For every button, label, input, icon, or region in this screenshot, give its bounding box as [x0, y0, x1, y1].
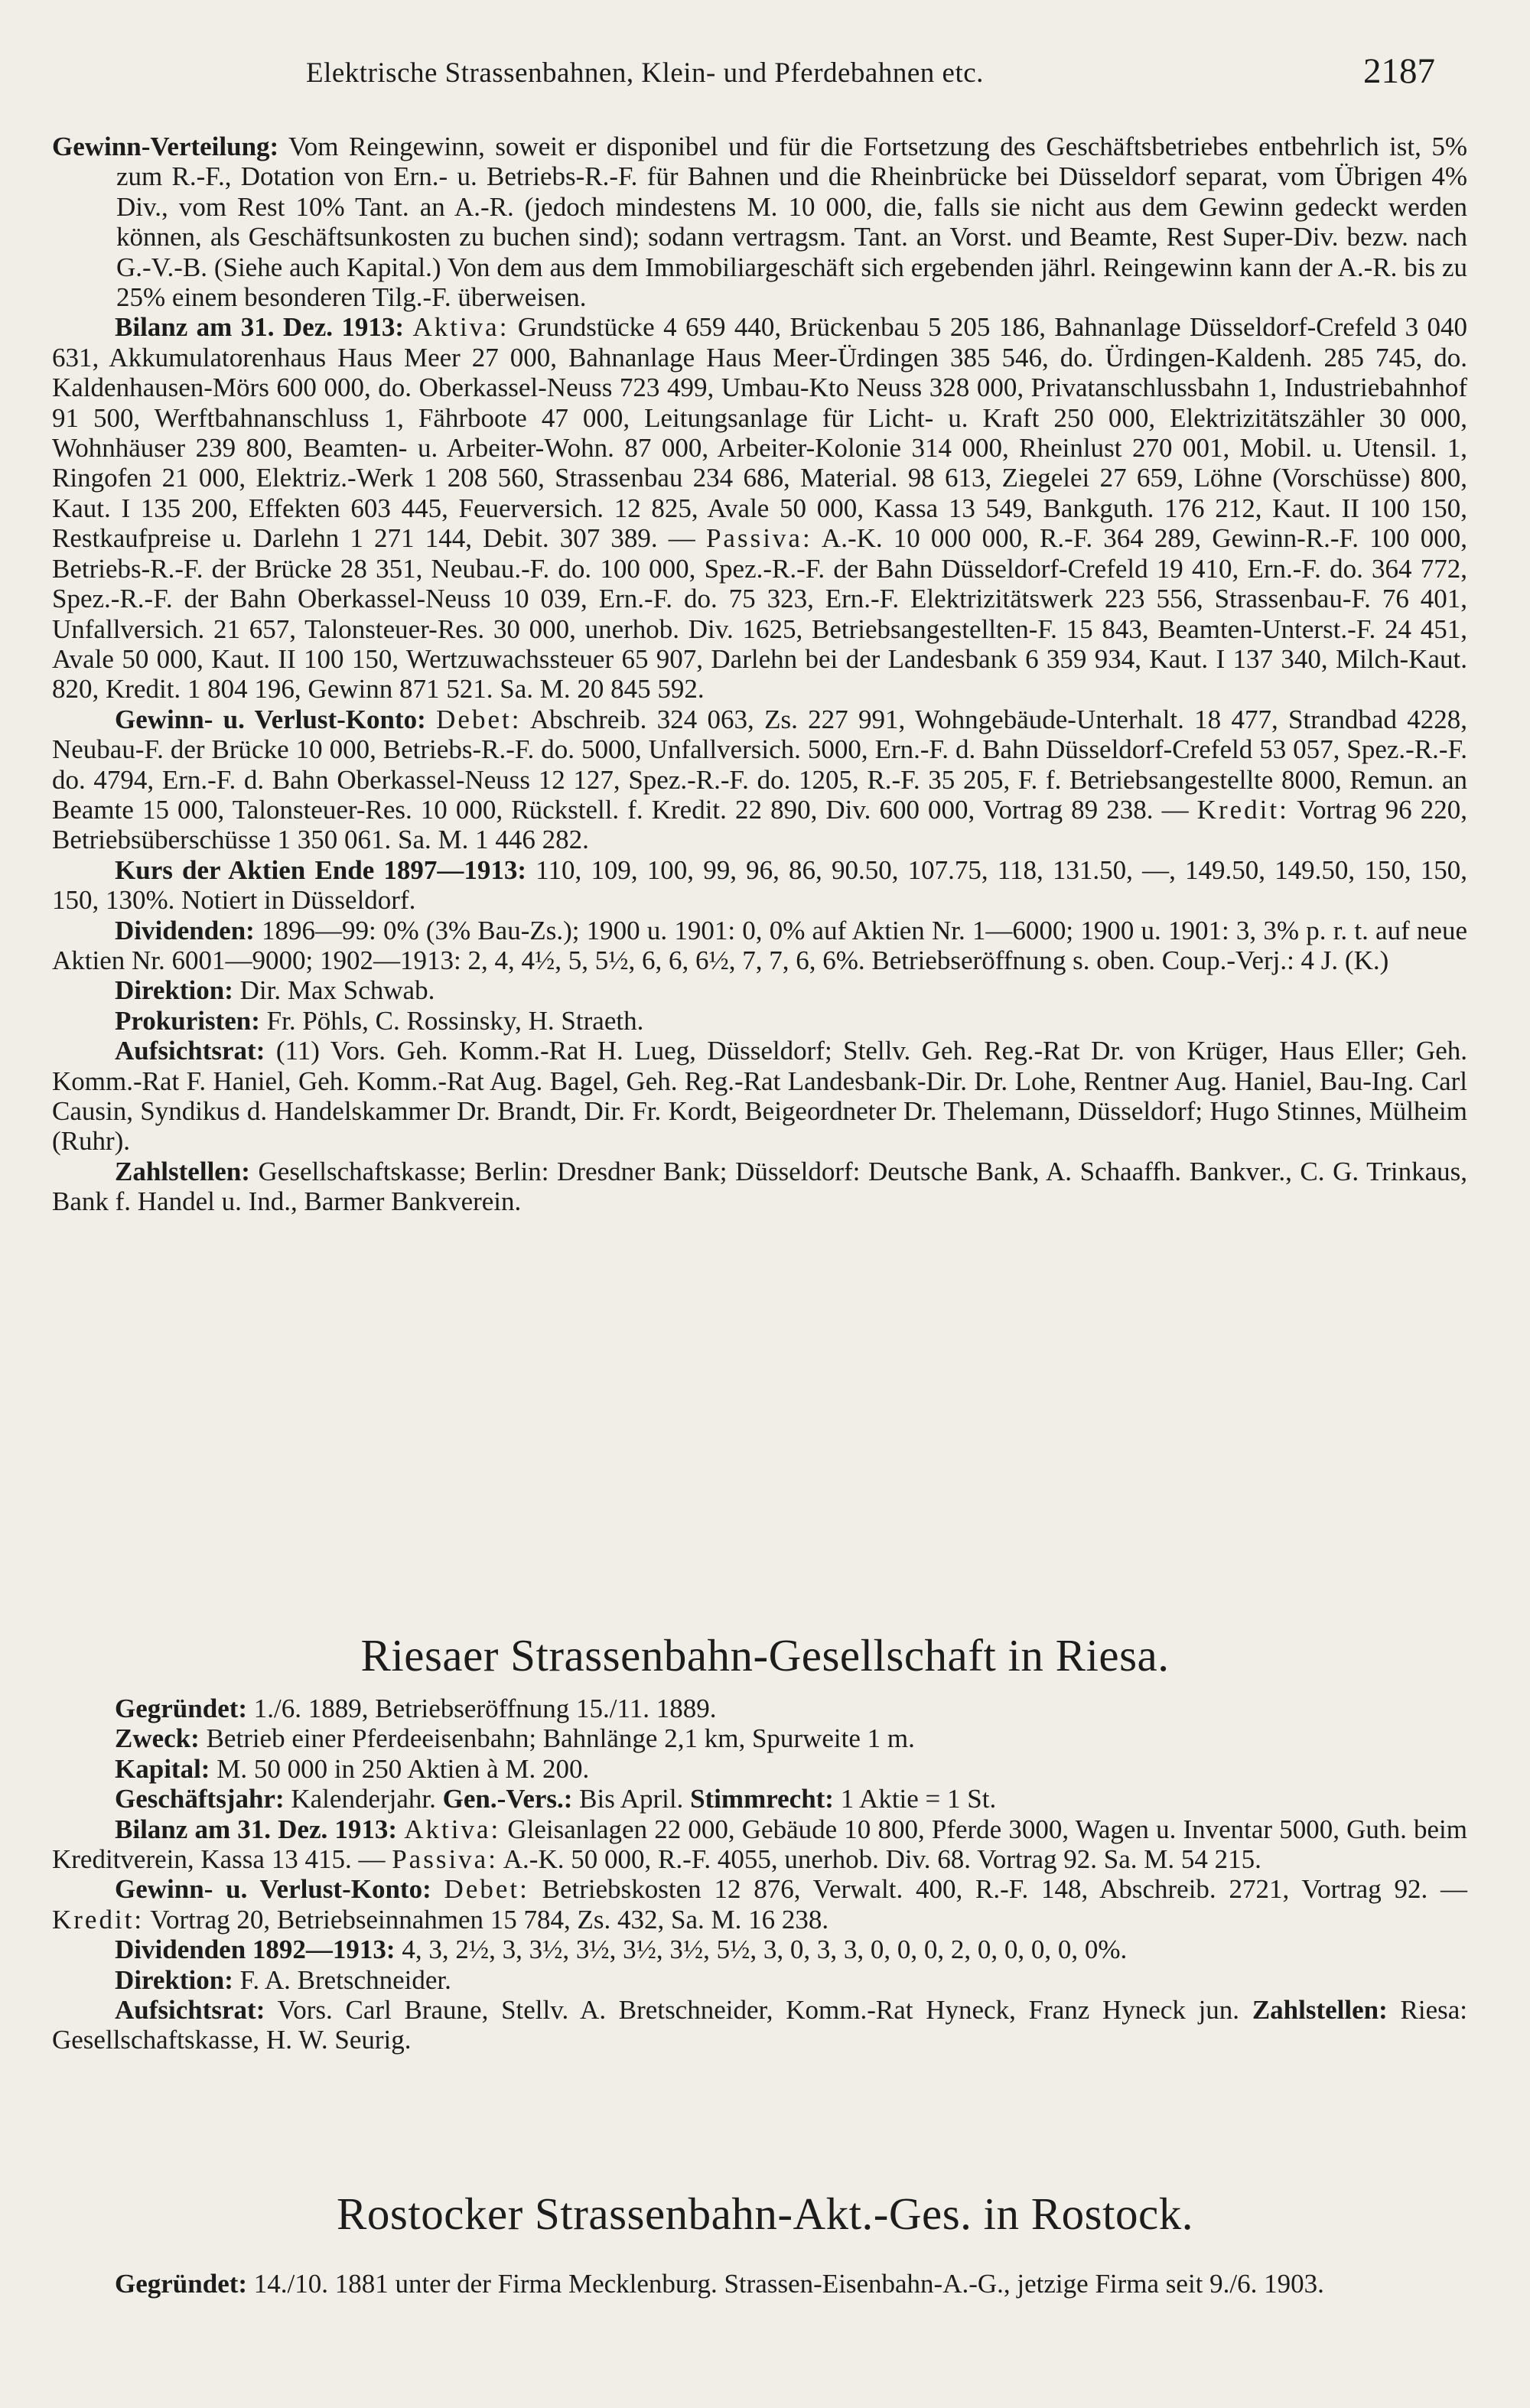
section-text: Dir. Max Schwab.: [239, 975, 435, 1006]
section-text: Betriebskosten 12 876, Verwalt. 400, R.-F. 148, Abschreib. 2721, Vortrag 92. —: [542, 1874, 1468, 1905]
section-key: Zweck:: [115, 1723, 200, 1754]
kurs-paragraph: [52, 855, 1467, 916]
section-text: (11) Vors. Geh. Komm.-Rat H. Lueg, Düsseldorf; Stellv. Geh. Reg.-Rat Dr. von Krüger, Haus Eller; Geh. Komm.-Rat F. Haniel, Geh. Komm.-Rat Aug. Bagel, Geh. Reg.-Rat Landesbank-Dir. Dr. Lohe, Rentner Aug. Haniel, Bau-Ing. Carl Causin, Syndikus d. Handelskammer Dr. Brandt, Dir. Fr. Kordt, Beigeordneter Dr. Thelemann, Düsseldorf; Hugo Stinnes, Mülheim (Ruhr).: [52, 1036, 1468, 1157]
section-text: Fr. Pöhls, C. Rossinsky, H. Straeth.: [266, 1005, 644, 1036]
section-key: Zahlstellen:: [115, 1156, 250, 1186]
kredit-label: Kredit:: [1196, 794, 1289, 825]
gewinn-verteilung-paragraph: [52, 132, 1467, 312]
page-header: [115, 50, 1435, 96]
section-key: Kurs der Aktien Ende 1897—1913:: [115, 854, 527, 885]
company-entry-riesa: [52, 1694, 1467, 2055]
aufsichtsrat-paragraph: [52, 1036, 1467, 1157]
dividenden-paragraph: [52, 916, 1467, 976]
section-text: Betrieb einer Pferdeeisenbahn; Bahnlänge 2,1 km, Spurweite 1 m.: [206, 1723, 915, 1754]
section-text: Vom Reingewinn, soweit er disponibel und für die Fortsetzung des Geschäftsbetriebes entbehrlich ist, 5% zum R.-F., Dotation von Ern.- u. Betriebs-R.-F. für Bahnen und die Rheinbrücke bei Düsseldorf separat, vom Übrigen 4% Div., vom Rest 10% Tant. an A.-R. (jedoch mindestens M. 10 000, die, falls sie nicht aus dem Gewinn gedeckt werden können, als Geschäftsunkosten zu buchen sind); sodann vertragsm. Tant. an Vorst. und Beamte, Rest Super-Div. bezw. nach G.-V.-B. (Siehe auch Kapital.) Von dem aus dem Immobiliargeschäft sich ergebenden jährl. Reingewinn kann der A.-R. bis zu 25% einem besonderen Tilg.-F. überweisen.: [116, 132, 1467, 313]
bilanz-paragraph: [52, 312, 1467, 704]
kredit-label: Kredit:: [52, 1904, 145, 1935]
section-text: 110, 109, 100, 99, 96, 86, 90.50, 107.75, 118, 131.50, —, 149.50, 149.50, 150, 150, 150, 130%. Notiert in Düsseldorf.: [52, 854, 1468, 916]
section-key: Direktion:: [115, 1964, 233, 1995]
debet-label: Debet:: [436, 704, 522, 734]
direktion-paragraph: [52, 1965, 1467, 1995]
section-text: A.-K. 10 000 000, R.-F. 364 289, Gewinn-R.-F. 100 000, Betriebs-R.-F. der Brücke 28 351, Neubau.-F. do. 100 000, Spez.-R.-F. der Bahn Düsseldorf-Crefeld 19 410, Ern.-F. do. 364 772, Spez.-R.-F. der Bahn Oberkassel-Neuss 10 039, Ern.-F. do. 75 323, Ern.-F. Elektrizitätswerk 223 556, Strassenbau-F. 76 401, Unfallversich. 21 657, Talonsteuer-Res. 30 000, unerhob. Div. 1625, Betriebsangestellten-F. 15 843, Beamten-Unterst.-F. 24 451, Avale 50 000, Kaut. II 100 150, Wertzuwachssteuer 65 907, Darlehn bei der Landesbank 6 359 934, Kaut. I 137 340, Milch-Kaut. 820, Kredit. 1 804 196, Gewinn 871 521. Sa. M. 20 845 592.: [52, 523, 1468, 705]
aktiva-label: Aktiva:: [404, 1814, 501, 1844]
section-text: Kalenderjahr.: [291, 1784, 436, 1814]
section-text: A.-K. 50 000, R.-F. 4055, unerhob. Div. 68. Vortrag 92. Sa. M. 54 215.: [503, 1844, 1261, 1875]
gegruendet-paragraph: [52, 2269, 1467, 2299]
section-key: Aufsichtsrat:: [115, 1036, 265, 1066]
company-title-rostock: Rostocker Strassenbahn-Akt.-Ges. in Rostock.: [337, 2188, 1193, 2239]
section-text: Gleisanlagen 22 000, Gebäude 10 800, Pferde 3000, Wagen u. Inventar 5000, Guth. beim Kreditverein, Kassa 13 415. —: [52, 1814, 1468, 1875]
zweck-paragraph: [52, 1723, 1467, 1753]
passiva-label: Passiva:: [705, 523, 812, 554]
company-entry-continued: [52, 132, 1467, 1217]
section-key: Gegründet:: [115, 1694, 248, 1723]
section-key: Prokuristen:: [115, 1005, 260, 1036]
section-text: 1 Aktie = 1 St.: [840, 1784, 997, 1814]
kapital-paragraph: [52, 1754, 1467, 1784]
section-key: Dividenden 1892—1913:: [115, 1935, 396, 1965]
dividenden-paragraph: [52, 1935, 1467, 1964]
section-key: Kapital:: [115, 1753, 210, 1784]
section-key: Gewinn- u. Verlust-Konto:: [115, 704, 426, 734]
section-text: 1./6. 1889, Betriebseröffnung 15./11. 1889.: [253, 1694, 717, 1723]
section-key: Dividenden:: [115, 915, 255, 945]
section-key: Bilanz am 31. Dez. 1913:: [115, 312, 405, 343]
section-key: Geschäftsjahr:: [115, 1784, 285, 1814]
section-text: F. A. Bretschneider.: [239, 1964, 451, 1995]
section-text: Abschreib. 324 063, Zs. 227 991, Wohngebäude-Unterhalt. 18 477, Strandbad 4228, Neubau-F. der Brücke 10 000, Betriebs-R.-F. do. 5000, Unfallversich. 5000, Ern.-F. d. Bahn Düsseldorf-Crefeld 53 057, Spez.-R.-F. do. 4794, Ern.-F. d. Bahn Oberkassel-Neuss 12 127, Spez.-R.-F. do. 1205, R.-F. 35 205, F. f. Betriebsangestellte 8000, Remun. an Beamte 15 000, Talonsteuer-Res. 10 000, Rückstell. f. Kredit. 22 890, Div. 600 000, Vortrag 89 238. —: [52, 704, 1468, 825]
company-title-riesa: Riesaer Strassenbahn-Gesellschaft in Riesa.: [360, 1630, 1170, 1681]
debet-label: Debet:: [444, 1874, 529, 1905]
direktion-paragraph: [52, 975, 1467, 1005]
gewinn-verlust-paragraph: [52, 705, 1467, 855]
section-key: Gegründet:: [115, 2269, 248, 2299]
aufsichtsrat-paragraph: [52, 1995, 1467, 2055]
bilanz-paragraph: [52, 1814, 1467, 1875]
section-text: Vortrag 20, Betriebseinnahmen 15 784, Zs. 432, Sa. M. 16 238.: [150, 1904, 829, 1935]
section-text: 14./10. 1881 unter der Firma Mecklenburg. Strassen-Eisenbahn-A.-G., jetzige Firma seit 9./6. 1903.: [253, 2269, 1324, 2299]
section-text: Riesa: Gesellschaftskasse, H. W. Seurig.: [52, 1995, 1467, 2055]
section-key: Bilanz am 31. Dez. 1913:: [115, 1814, 398, 1844]
page-number: 2187: [1363, 51, 1435, 91]
section-key: Stimmrecht:: [690, 1784, 834, 1814]
section-text: 1896—99: 0% (3% Bau-Zs.); 1900 u. 1901: 0, 0% auf Aktien Nr. 1—6000; 1900 u. 1901: 3, 3% p. r. t. auf neue Aktien Nr. 6001—9000; 1902—1913: 2, 4, 4½, 5, 5½, 6, 6, 6½, 7, 7, 6, 6%. Betriebseröffnung s. oben. Coup.-Verj.: 4 J. (K.): [52, 915, 1468, 975]
section-key: Aufsichtsrat:: [115, 1995, 265, 2026]
geschaeftsjahr-paragraph: [52, 1784, 1467, 1814]
section-text: 4, 3, 2½, 3, 3½, 3½, 3½, 3½, 5½, 3, 0, 3, 3, 0, 0, 0, 2, 0, 0, 0, 0, 0%.: [402, 1935, 1128, 1965]
section-text: Bis April.: [579, 1784, 684, 1814]
section-text: Vors. Carl Braune, Stellv. A. Bretschneider, Komm.-Rat Hyneck, Franz Hyneck jun.: [277, 1995, 1240, 2026]
section-text: Vortrag 96 220, Betriebsüberschüsse 1 350 061. Sa. M. 1 446 282.: [52, 794, 1468, 855]
section-key: Gewinn-Verteilung:: [52, 132, 279, 161]
section-text: Grundstücke 4 659 440, Brückenbau 5 205 186, Bahnanlage Düsseldorf-Crefeld 3 040 631, Akkumulatorenhaus Haus Meer 27 000, Bahnanlage Haus Meer-Ürdingen 385 546, do. Ürdingen-Kaldenh. 285 745, do. Kaldenhausen-Mörs 600 000, do. Oberkassel-Neuss 723 499, Umbau-Kto Neuss 328 000, Privatanschlussbahn 1, Industriebahnhof 91 500, Werftbahnanschluss 1, Fährboote 47 000, Leitungsanlage für Licht- u. Kraft 250 000, Elektrizitätszähler 30 000, Wohnhäuser 239 800, Beamten- u. Arbeiter-Wohn. 87 000, Arbeiter-Kolonie 314 000, Rheinlust 270 001, Mobil. u. Utensil. 1, Ringofen 21 000, Elektriz.-Werk 1 208 560, Strassenbau 234 686, Material. 98 613, Ziegelei 27 659, Löhne (Vorschüsse) 800, Kaut. I 135 200, Effekten 603 445, Feuerversich. 12 825, Avale 50 000, Kassa 13 549, Bankguth. 176 212, Kaut. II 100 150, Restkaufpreise u. Darlehn 1 271 144, Debit. 307 389. —: [52, 312, 1468, 554]
section-key: Gen.-Vers.:: [442, 1784, 573, 1814]
section-key: Zahlstellen:: [1252, 1995, 1388, 2026]
section-text: Gesellschaftskasse; Berlin: Dresdner Bank; Düsseldorf: Deutsche Bank, A. Schaaffh. Bankver., C. G. Trinkaus, Bank f. Handel u. Ind., Barmer Bankverein.: [52, 1156, 1467, 1217]
prokuristen-paragraph: [52, 1006, 1467, 1036]
aktiva-label: Aktiva:: [412, 312, 509, 343]
company-entry-rostock: [52, 2269, 1467, 2299]
section-key: Direktion:: [115, 975, 233, 1006]
running-title: Elektrische Strassenbahnen, Klein- und Pferdebahnen etc.: [306, 57, 984, 89]
passiva-label: Passiva:: [392, 1844, 498, 1875]
section-key: Gewinn- u. Verlust-Konto:: [115, 1874, 431, 1905]
zahlstellen-paragraph: [52, 1157, 1467, 1217]
gegruendet-paragraph: [52, 1694, 1467, 1723]
gewinn-verlust-paragraph: [52, 1874, 1467, 1935]
section-text: M. 50 000 in 250 Aktien à M. 200.: [216, 1753, 590, 1784]
